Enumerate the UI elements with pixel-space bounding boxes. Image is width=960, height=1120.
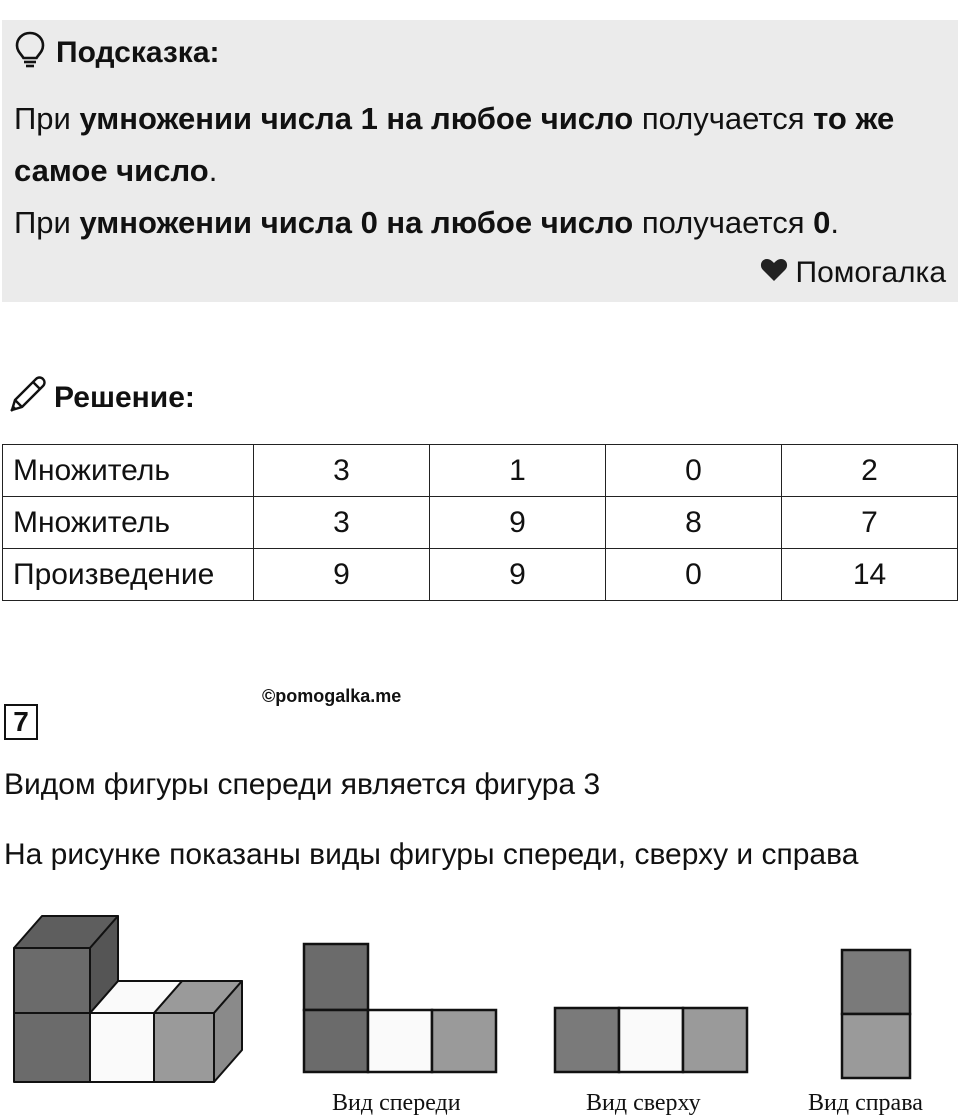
table-cell: 9 <box>430 549 606 601</box>
table-cell: 0 <box>606 549 782 601</box>
table-cell: 3 <box>254 497 430 549</box>
table-cell: 2 <box>782 445 958 497</box>
row-label: Множитель <box>3 497 254 549</box>
caption-right: Вид справа <box>808 1090 923 1116</box>
table-row <box>3 497 958 549</box>
heart-icon <box>760 256 788 290</box>
table-cell: 1 <box>430 445 606 497</box>
hint-title: Подсказка: <box>56 35 220 69</box>
solution-table <box>2 444 958 601</box>
task-number: 7 <box>4 704 38 740</box>
row-label: Множитель <box>3 445 254 497</box>
solution-title: Решение: <box>54 380 195 414</box>
table-cell: 9 <box>430 497 606 549</box>
isometric-figure <box>10 910 250 1095</box>
table-cell: 9 <box>254 549 430 601</box>
hint-line-3: При умножении числа 0 на любое число получается 0. <box>14 205 839 240</box>
hint-header <box>14 30 220 75</box>
credit-label: Помогалка <box>795 256 946 289</box>
table-cell: 14 <box>782 549 958 601</box>
caption-front: Вид спереди <box>332 1090 461 1116</box>
table-row <box>3 445 958 497</box>
lightbulb-icon <box>14 30 46 75</box>
table-cell: 8 <box>606 497 782 549</box>
hint-line-2: самое число. <box>14 153 218 188</box>
table-cell: 3 <box>254 445 430 497</box>
task-answer: Видом фигуры спереди является фигура 3 <box>4 768 601 801</box>
solution-header <box>6 374 195 421</box>
table-cell: 0 <box>606 445 782 497</box>
watermark: ©pomogalka.me <box>262 686 402 706</box>
table-cell: 7 <box>782 497 958 549</box>
pencil-icon <box>6 374 48 421</box>
hint-line-1: При умножении числа 1 на любое число получается то же <box>14 101 895 136</box>
right-view-figure <box>838 946 914 1082</box>
top-view-figure <box>552 1004 752 1076</box>
table-row <box>3 549 958 601</box>
caption-top: Вид сверху <box>586 1090 701 1116</box>
credit <box>760 256 947 290</box>
row-label: Произведение <box>3 549 254 601</box>
front-view-figure <box>300 940 500 1076</box>
task-note: На рисунке показаны виды фигуры спереди, сверху и справа <box>4 838 859 871</box>
